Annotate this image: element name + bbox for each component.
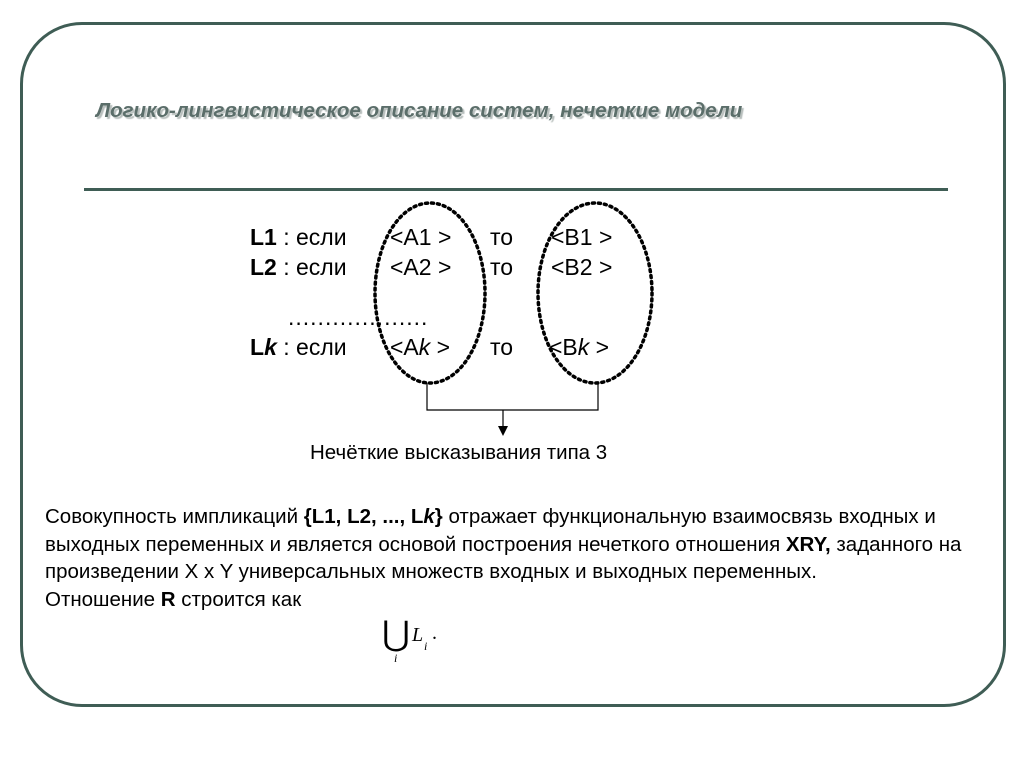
rule-then: то: [490, 334, 514, 360]
consequent-var: k: [577, 334, 590, 360]
rule-then: то: [490, 224, 514, 250]
para-text: заданного на произведении X x Y универсальных множеств входных и выходных переменных.: [45, 532, 962, 583]
ellipsis: ...................: [288, 304, 429, 330]
implication-set-close: }: [434, 505, 443, 528]
diagram-caption: Нечёткие высказывания типа 3: [310, 441, 608, 464]
antecedent-prefix: <A: [390, 334, 419, 360]
bracket-connector: [427, 383, 598, 410]
union-index: i: [394, 651, 398, 665]
union-term-index: i: [424, 639, 428, 653]
slide-title: Логико-лингвистическое описание систем, нечеткие модели: [96, 99, 743, 122]
rule-label: L: [250, 334, 265, 360]
relation-xry: XRY,: [785, 532, 831, 556]
antecedent-group-ellipse: [375, 203, 485, 383]
para-text: строится как: [175, 587, 302, 611]
implication-set: {L1, L2, ..., L: [303, 505, 424, 528]
explanation-paragraph: [45, 503, 965, 613]
rule-consequent: <B1 >: [551, 224, 613, 250]
rule-label-var: k: [264, 334, 277, 360]
antecedent-var: k: [418, 334, 431, 360]
antecedent-suffix: >: [430, 334, 451, 360]
implication-set-var: k: [423, 505, 435, 528]
union-symbol: ⋃: [382, 614, 410, 654]
rule-if: : если: [283, 254, 347, 280]
rule-label: L2: [250, 254, 277, 280]
consequent-suffix: >: [589, 334, 610, 360]
union-term: L: [412, 624, 424, 646]
rule-if: : если: [283, 334, 347, 360]
rule-antecedent: <A1 >: [390, 224, 452, 250]
para-text: Совокупность импликаций: [45, 505, 304, 528]
para-text: Отношение: [45, 587, 161, 611]
rule-antecedent: <A2 >: [390, 254, 452, 280]
consequent-prefix: <B: [549, 334, 578, 360]
rule-consequent: <B2 >: [551, 254, 613, 280]
relation-r: R: [160, 587, 176, 611]
rule-label: L1: [250, 224, 277, 250]
rule-if: : если: [283, 224, 347, 250]
para-text: отражает функциональную взаимосвязь входных и выходных переменных и является основой построения нечеткого отношения: [45, 505, 936, 556]
arrow-down-icon: [498, 426, 508, 436]
rule-then: то: [490, 254, 514, 280]
formula-period: .: [432, 622, 437, 644]
consequent-group-ellipse: [538, 203, 652, 383]
